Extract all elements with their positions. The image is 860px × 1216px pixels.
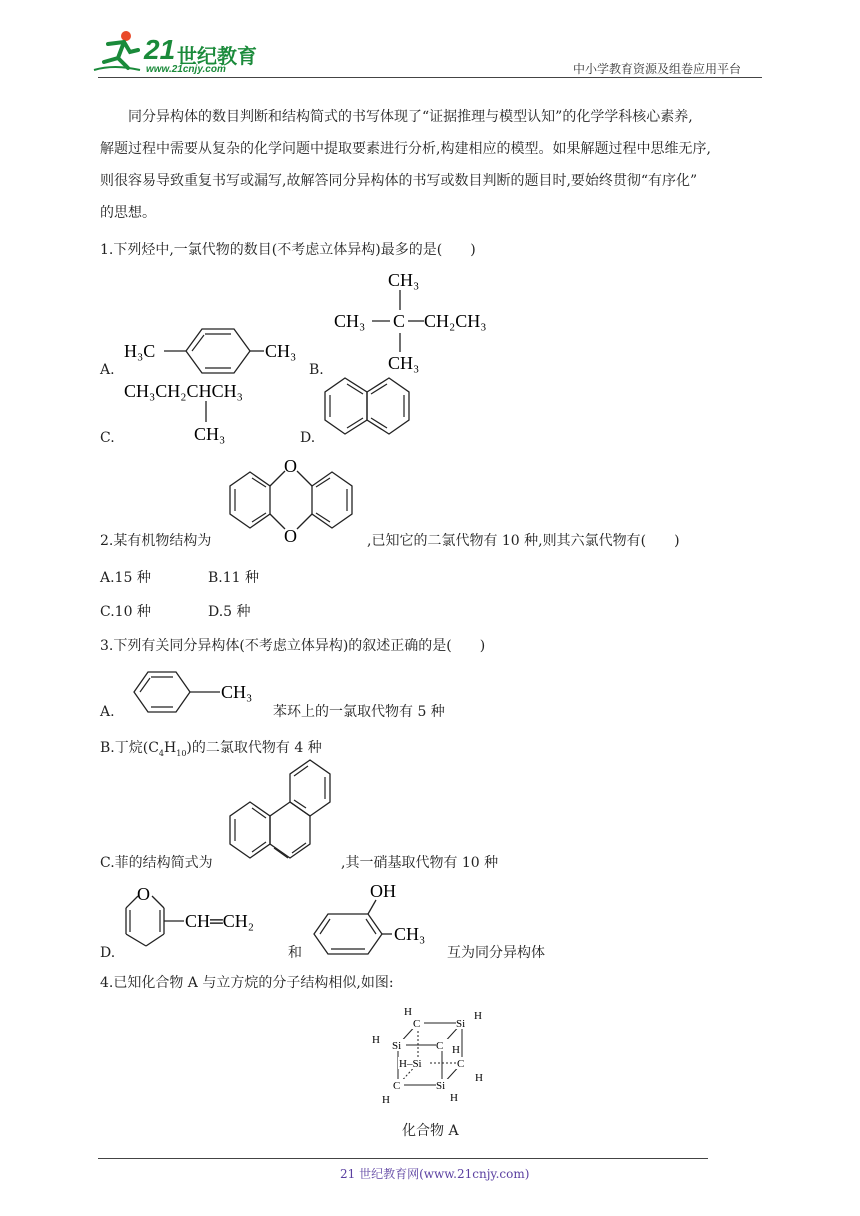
- q2-dibenzodioxin-structure: [228, 456, 358, 546]
- intro-line: 同分异构体的数目判断和结构简式的书写体现了“证据推理与模型认知”的化学学科核心素养,: [128, 109, 693, 125]
- atom-label: H: [475, 1072, 483, 1084]
- structure-label: O: [284, 526, 297, 546]
- q3-option-d-and: 和: [288, 945, 302, 961]
- q4-figure-caption: 化合物 A: [402, 1123, 459, 1139]
- q1-option-d-label: D.: [300, 430, 316, 446]
- q3-option-d-pyran-structure: [120, 880, 280, 960]
- subscript: 4: [158, 748, 165, 758]
- atom-label: C: [457, 1058, 465, 1070]
- atom-label: H: [372, 1034, 380, 1046]
- logo-url: www.21cnjy.com: [146, 64, 226, 75]
- structure-label: CH₃: [388, 270, 420, 290]
- q4-compound-a-cube-structure: [372, 1003, 492, 1107]
- q1-option-b-structure: [334, 266, 534, 376]
- atom-label: H: [404, 1006, 412, 1018]
- structure-label: CH₃: [388, 353, 420, 373]
- q2-option-a: A.15 种: [100, 570, 151, 586]
- structure-label: CH₃CH₂CHCH₃: [124, 381, 243, 401]
- structure-label: CH₃: [221, 682, 253, 702]
- q1-option-a-p-xylene-structure: [124, 322, 324, 382]
- q3-option-b-prefix: B.丁烷(C: [100, 740, 159, 756]
- intro-line: 解题过程中需要从复杂的化学问题中提取要素进行分析,构建相应的模型。如果解题过程中思维无序,: [100, 141, 711, 157]
- atom-label: C: [413, 1018, 421, 1030]
- structure-label: OH: [370, 881, 396, 901]
- footer-text: 21 世纪教育网(www.21cnjy.com): [340, 1167, 530, 1181]
- intro-line: 的思想。: [100, 205, 156, 221]
- atom-label: C: [393, 1080, 401, 1092]
- logo-number: 21: [144, 34, 176, 65]
- structure-label: CH₃: [194, 424, 226, 444]
- q3-option-a-toluene-structure: [134, 668, 274, 718]
- header: [0, 0, 860, 80]
- subscript: 10: [176, 748, 187, 758]
- header-platform-text: 中小学教育资源及组卷应用平台: [573, 62, 742, 76]
- q1-option-a-label: A.: [100, 362, 115, 378]
- atom-label: H: [474, 1010, 482, 1022]
- q3-option-b-suffix: )的二氯取代物有 4 种: [186, 740, 322, 756]
- runner-logo-icon: [94, 30, 144, 74]
- q2-option-c: C.10 种: [100, 604, 151, 620]
- structure-label: CH₂CH₃: [424, 311, 487, 331]
- q3-option-c-phenanthrene-structure: [228, 764, 338, 874]
- intro-line: 则很容易导致重复书写或漏写,故解答同分异构体的书写或数目判断的题目时,要始终贯彻“有序化”: [100, 173, 698, 189]
- structure-label: CH₃: [265, 341, 297, 361]
- q2-option-b: B.11 种: [208, 570, 260, 586]
- atom-label: H: [450, 1092, 458, 1104]
- atom-label: Si: [456, 1018, 466, 1030]
- q1-stem: 1.下列烃中,一氯代物的数目(不考虑立体异构)最多的是( ): [100, 242, 476, 258]
- q3-option-b: [100, 738, 322, 764]
- q4-stem: 4.已知化合物 A 与立方烷的分子结构相似,如图:: [100, 975, 394, 991]
- atom-label: H–Si: [399, 1058, 422, 1070]
- q3-stem: 3.下列有关同分异构体(不考虑立体异构)的叙述正确的是( ): [100, 638, 486, 654]
- q1-option-c-label: C.: [100, 430, 115, 446]
- q2-stem-suffix: ,已知它的二氯代物有 10 种,则其六氯代物有( ): [367, 533, 680, 549]
- q3-option-d-label: D.: [100, 945, 116, 961]
- q3-option-c-suffix: ,其一硝基取代物有 10 种: [341, 855, 499, 871]
- structure-label: O: [137, 884, 150, 904]
- structure-label: CH₃: [334, 311, 366, 331]
- atom-label: C: [436, 1040, 444, 1052]
- q2-stem-prefix: 2.某有机物结构为: [100, 533, 212, 549]
- footer-divider: [98, 1158, 708, 1159]
- q3-option-b-h: H: [164, 740, 177, 756]
- q1-option-c-structure: [124, 374, 284, 444]
- structure-label: CH═CH₂: [185, 911, 255, 931]
- q1-option-b-label: B.: [309, 362, 324, 378]
- q3-option-a-text: 苯环上的一氯取代物有 5 种: [273, 704, 445, 720]
- atom-label: H: [382, 1094, 390, 1106]
- q1-option-d-naphthalene-structure: [323, 374, 413, 444]
- atom-label: H: [452, 1044, 460, 1056]
- structure-label: C: [393, 311, 406, 331]
- structure-label: CH₃: [394, 924, 426, 944]
- structure-label: H₃C: [124, 341, 156, 361]
- header-divider: [98, 77, 762, 78]
- q3-option-d-cresol-structure: [312, 878, 442, 958]
- q3-option-a-label: A.: [100, 704, 115, 720]
- structure-label: O: [284, 456, 297, 476]
- atom-label: Si: [436, 1080, 446, 1092]
- intro-paragraph: [100, 101, 780, 229]
- logo-text: 世纪教育: [177, 44, 257, 68]
- q2-option-d: D.5 种: [208, 604, 251, 620]
- q3-option-d-suffix: 互为同分异构体: [447, 945, 545, 961]
- q3-option-c-prefix: C.菲的结构简式为: [100, 855, 213, 871]
- atom-label: Si: [392, 1040, 402, 1052]
